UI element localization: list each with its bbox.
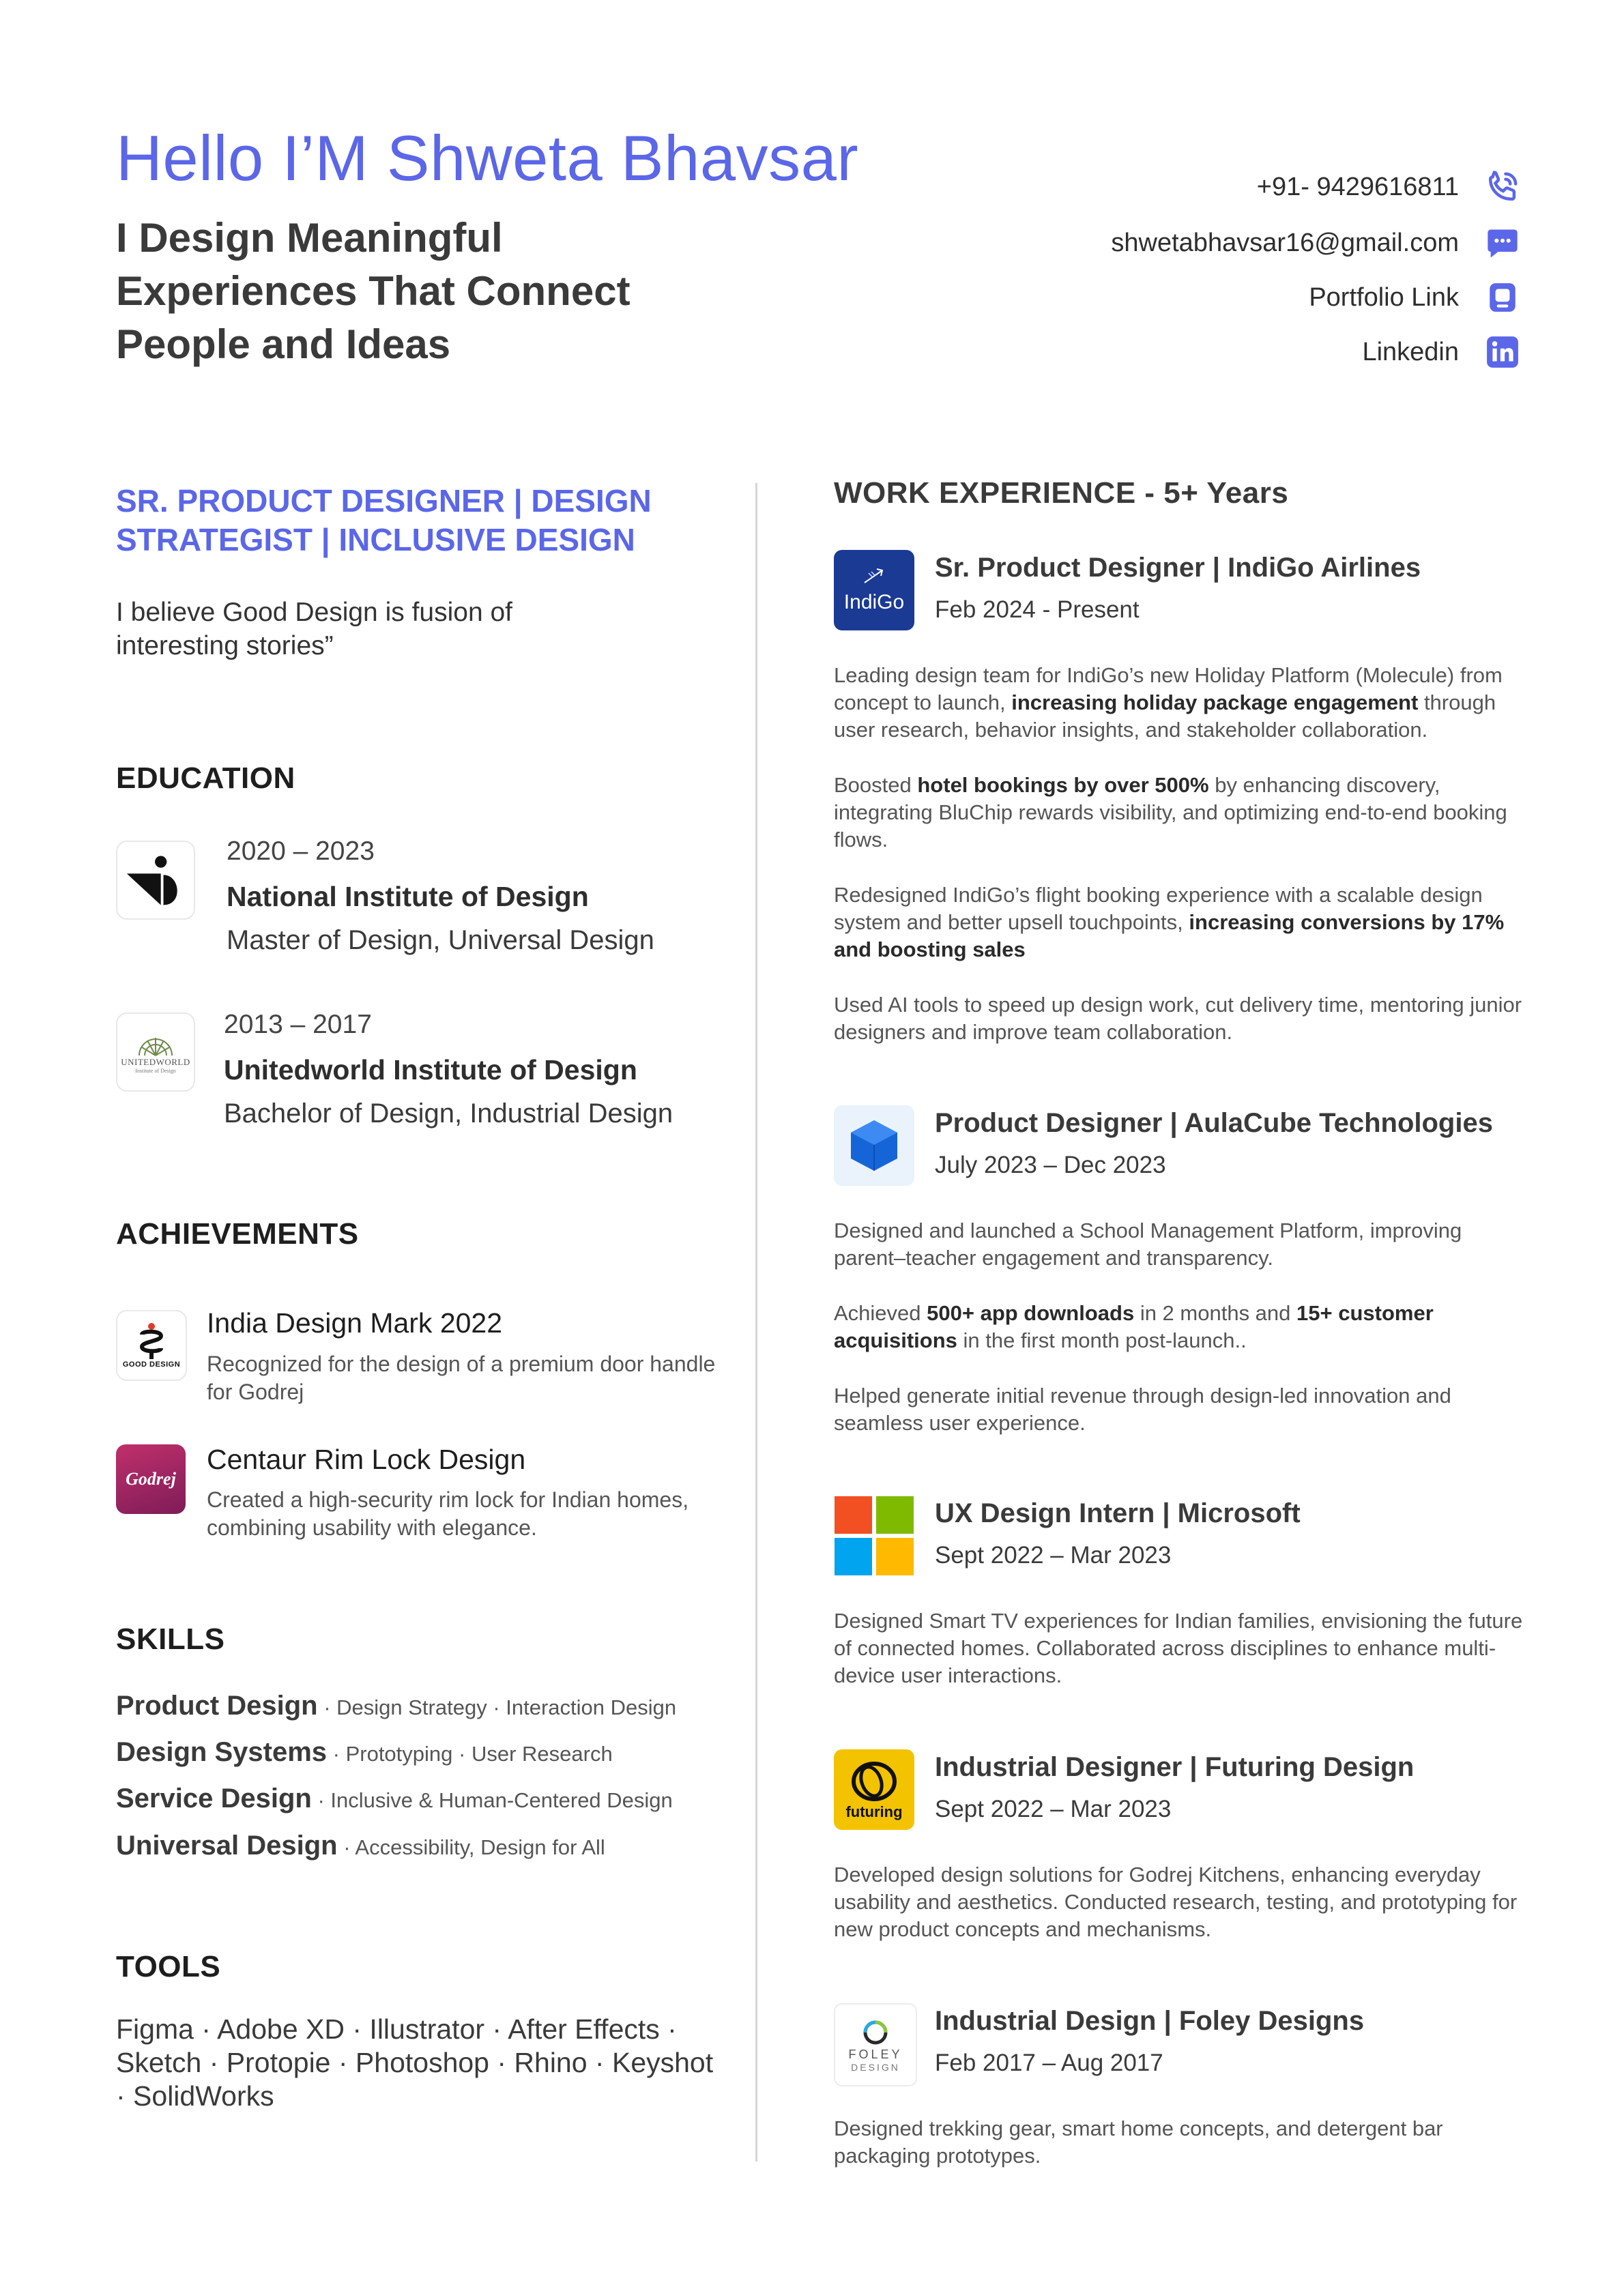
job-dates: Sept 2022 – Mar 2023 (935, 1796, 1172, 1822)
role-headline: SR. PRODUCT DESIGNER | DESIGN STRATEGIST | INCLUSIVE DESIGN (116, 483, 652, 557)
job-bullet: Leading design team for IndiGo’s new Holiday Platform (Molecule) from concept to launch, increasing holiday package engagement through user research, behavior insights, and stakeholder collaboration. (834, 663, 1503, 742)
contact-email[interactable] (908, 221, 1522, 265)
indigo-logo-text: IndiGo (843, 591, 905, 613)
skill-row: Universal Design · Accessibility, Design for All (116, 1831, 605, 1861)
job-bullet: Developed design solutions for Godrej Kitchens, enhancing everyday usability and aesthetics. Conducted research, testing, and prototyping for new product concepts and mechanisms. (834, 1863, 1518, 1941)
skills-heading: SKILLS (116, 1622, 225, 1656)
work-heading: WORK EXPERIENCE - 5+ Years (834, 476, 1289, 510)
education-degree: Bachelor of Design, Industrial Design (224, 1098, 673, 1128)
education-heading: EDUCATION (116, 761, 295, 795)
tools-list: Figma · Adobe XD · Illustrator · After Effects · Sketch · Protopie · Photoshop · Rhino · Keyshot · SolidWorks (116, 2013, 714, 2112)
job-bullet: Designed Smart TV experiences for Indian families, envisioning the future of connected homes. Collaborated across disciplines to enhance multi-device user interactions. (834, 1609, 1523, 1687)
portfolio-icon (1483, 278, 1522, 317)
skill-row: Product Design · Design Strategy · Interaction Design (116, 1691, 677, 1721)
job-title: UX Design Intern | Microsoft (935, 1498, 1301, 1528)
education-school: Unitedworld Institute of Design (224, 1054, 637, 1086)
achievements-heading: ACHIEVEMENTS (116, 1217, 359, 1251)
job-bullet: Used AI tools to speed up design work, cut delivery time, mentoring junior designers and improve team collaboration. (834, 993, 1522, 1044)
aulacube-logo (834, 1105, 914, 1186)
foley-logo-sub: DESIGN (851, 2061, 900, 2073)
futuring-logo (834, 1749, 914, 1830)
job-title: Industrial Designer | Futuring Design (935, 1752, 1415, 1782)
job-bullet: Redesigned IndiGo’s flight booking experience with a scalable design system and better upsell touchpoints, increasing conversions by 17% and boosting sales (834, 883, 1505, 961)
job-bullet: Helped generate initial revenue through design-led innovation and seamless user experience. (834, 1384, 1451, 1435)
contact-phone-text: +91- 9429616811 (1256, 172, 1459, 201)
education-years: 2020 – 2023 (227, 836, 375, 866)
contact-linkedin[interactable] (908, 330, 1522, 374)
skill-row: Service Design · Inclusive & Human-Centered Design (116, 1783, 673, 1813)
job-bullet: Boosted hotel bookings by over 500% by enhancing discovery, integrating BluChip rewards visibility, and optimizing end-to-end booking flows. (834, 773, 1507, 851)
contact-portfolio[interactable] (908, 276, 1522, 319)
job-bullet: Achieved 500+ app downloads in 2 months and 15+ customer acquisitions in the first month post-launch.. (834, 1301, 1434, 1352)
job-title: Industrial Design | Foley Designs (935, 2006, 1365, 2036)
foley-logo-text: FOLEY (848, 2047, 903, 2061)
education-degree: Master of Design, Universal Design (227, 925, 654, 955)
job-dates: July 2023 – Dec 2023 (935, 1152, 1166, 1178)
job-dates: Sept 2022 – Mar 2023 (935, 1542, 1172, 1569)
unitedworld-logo-sub: Institute of Design (135, 1067, 176, 1074)
job-bullet: Designed and launched a School Management Platform, improving parent–teacher engagement and transparency. (834, 1219, 1462, 1270)
achievement-desc: Created a high-security rim lock for Indian homes, combining usability with elegance. (207, 1487, 689, 1540)
achievement-title: India Design Mark 2022 (207, 1307, 503, 1339)
godrej-logo-text: Godrej (126, 1469, 176, 1489)
job-bullet: Designed trekking gear, smart home concepts, and detergent bar packaging prototypes. (834, 2116, 1443, 2168)
contact-portfolio-text: Portfolio Link (1309, 282, 1459, 312)
personal-quote: I believe Good Design is fusion of interesting stories” (116, 598, 513, 660)
column-divider (755, 483, 757, 2161)
page-title: Hello I’M Shweta Bhavsar (116, 122, 859, 194)
tools-heading: TOOLS (116, 1950, 221, 1983)
job-title: Sr. Product Designer | IndiGo Airlines (935, 553, 1421, 583)
good-design-logo (116, 1310, 187, 1381)
chat-icon (1483, 224, 1522, 262)
linkedin-icon (1483, 333, 1522, 371)
job-dates: Feb 2024 - Present (935, 596, 1140, 623)
job-title: Product Designer | AulaCube Technologies (935, 1108, 1493, 1138)
contact-phone[interactable] (908, 165, 1522, 209)
futuring-logo-text: futuring (845, 1803, 903, 1820)
unitedworld-logo (116, 1013, 195, 1092)
good-design-logo-text: GOOD DESIGN (122, 1360, 181, 1369)
education-school: National Institute of Design (227, 881, 589, 912)
unitedworld-logo-text: UNITEDWORLD (121, 1056, 190, 1067)
contact-linkedin-text: Linkedin (1362, 337, 1459, 366)
microsoft-logo (834, 1496, 914, 1576)
education-years: 2013 – 2017 (224, 1010, 372, 1039)
job-dates: Feb 2017 – Aug 2017 (935, 2050, 1163, 2076)
godrej-logo (116, 1444, 186, 1514)
tagline: I Design Meaningful Experiences That Connect People and Ideas (116, 215, 630, 367)
nid-logo (116, 841, 195, 920)
indigo-logo (834, 550, 914, 630)
phone-icon (1483, 168, 1522, 206)
foley-logo (834, 2003, 917, 2086)
achievement-title: Centaur Rim Lock Design (207, 1444, 526, 1475)
contact-email-text: shwetabhavsar16@gmail.com (1111, 228, 1459, 257)
achievement-desc: Recognized for the design of a premium door handle for Godrej (207, 1352, 716, 1404)
skill-row: Design Systems · Prototyping · User Research (116, 1737, 613, 1767)
